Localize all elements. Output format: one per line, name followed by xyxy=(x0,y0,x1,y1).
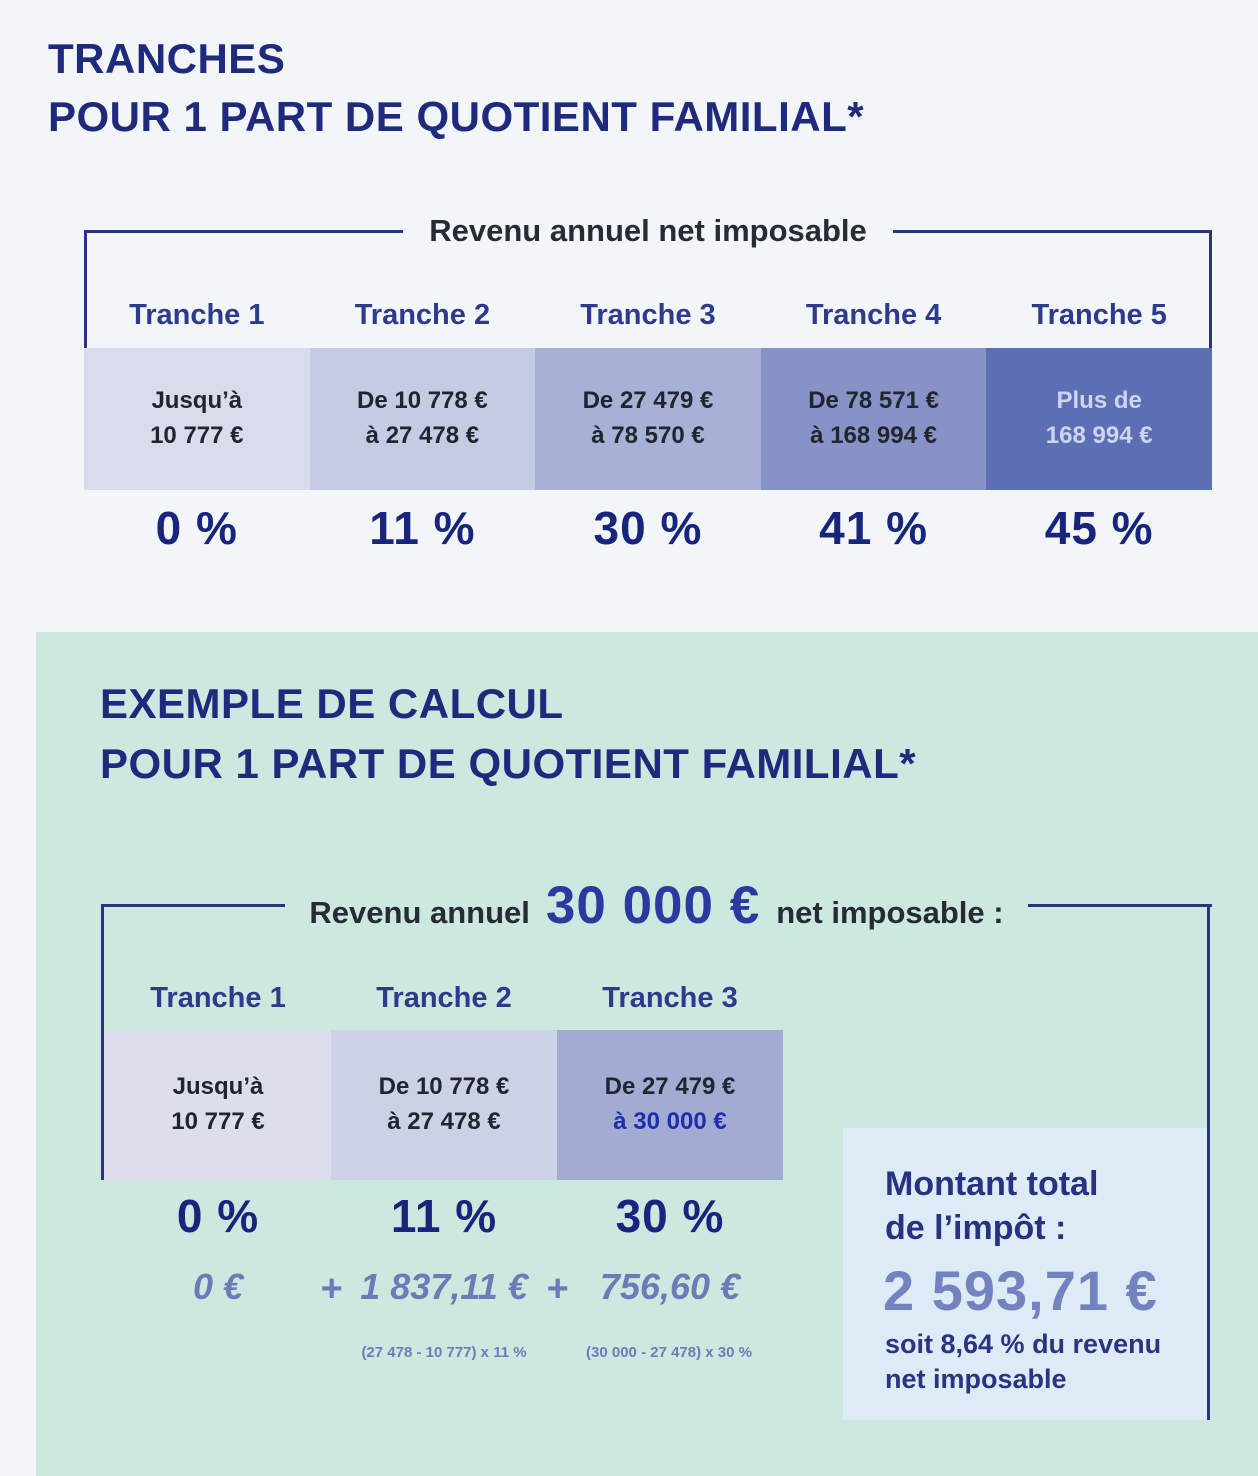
amounts-row xyxy=(105,1266,783,1308)
tranche-rate: 41 % xyxy=(819,502,928,554)
tranche-range-line2: 10 777 € xyxy=(171,1108,265,1135)
tranche-range-line1: Plus de xyxy=(1056,387,1142,415)
tranche-range-line2-highlighted: à 30 000 € xyxy=(613,1108,727,1135)
tranche-box xyxy=(105,1030,331,1180)
tranche-range-line2: à 78 570 € xyxy=(591,422,705,449)
section2-tranche-labels xyxy=(105,976,783,1020)
tranche-label: Tranche 3 xyxy=(602,981,738,1014)
section1-rates xyxy=(84,498,1212,558)
tranche-label: Tranche 2 xyxy=(354,298,491,331)
section2-title-line2: POUR 1 PART DE QUOTIENT FAMILIAL* xyxy=(100,739,917,787)
tranche-rate: 30 % xyxy=(615,1190,725,1242)
section2-bracket-right-line xyxy=(1207,905,1210,1420)
tranche-range-line2: à 27 478 € xyxy=(387,1108,501,1135)
tranche-formula: (30 000 - 27 478) x 30 % xyxy=(586,1344,752,1361)
bracket-line-left xyxy=(101,904,285,907)
tranche-label: Tranche 3 xyxy=(580,298,716,331)
section1-title xyxy=(48,30,864,146)
tranche-label: Tranche 1 xyxy=(129,298,265,331)
plus-sign: + xyxy=(545,1268,569,1310)
tranche-range-line2: 10 777 € xyxy=(150,422,244,449)
total-tax-note-line1: soit 8,64 % du revenu xyxy=(885,1329,1162,1360)
tranche-range-line1: De 10 778 € xyxy=(357,387,488,415)
section2-rates xyxy=(105,1186,783,1246)
tranche-rate: 11 % xyxy=(369,502,476,554)
section1-tranche-boxes xyxy=(84,348,1212,490)
section2-bracket-title xyxy=(309,875,1003,936)
total-tax-title-line2: de l’impôt : xyxy=(885,1209,1067,1248)
tranche-range-line1: De 27 479 € xyxy=(604,1073,736,1101)
section1-tranche-labels xyxy=(84,293,1212,337)
tranche-box xyxy=(535,348,761,490)
total-tax-note xyxy=(885,1327,1207,1397)
section1-title-line2: POUR 1 PART DE QUOTIENT FAMILIAL* xyxy=(48,92,865,140)
total-tax-note-line2: net imposable xyxy=(885,1364,1067,1395)
total-tax-amount: 2 593,71 € xyxy=(883,1259,1158,1323)
tranche-box xyxy=(557,1030,783,1180)
section2-tranche-boxes xyxy=(105,1030,783,1180)
tranche-range-line2: à 168 994 € xyxy=(810,422,937,449)
bracket-line-right xyxy=(1028,904,1212,907)
section2-bracket-left-line xyxy=(101,905,104,1180)
section1-bracket-title: Revenu annuel net imposable xyxy=(429,213,867,248)
tranche-range-line2: 168 994 € xyxy=(1045,422,1153,449)
revenu-amount: 30 000 € xyxy=(545,875,761,935)
tranche-range-line1: Jusqu’à xyxy=(151,387,243,415)
tranche-box xyxy=(761,348,987,490)
tranche-label: Tranche 5 xyxy=(1031,298,1167,331)
tranche-formula: (27 478 - 10 777) x 11 % xyxy=(361,1344,527,1361)
tranche-amount: 0 € xyxy=(192,1266,244,1307)
tranche-box xyxy=(331,1030,557,1180)
tranche-rate: 0 % xyxy=(155,502,238,554)
tranche-box xyxy=(310,348,536,490)
tranche-rate: 0 % xyxy=(176,1190,260,1242)
revenu-annuel-label: Revenu annuel xyxy=(309,894,530,930)
tranche-range-line2: à 27 478 € xyxy=(365,422,480,449)
section2-title-line1-bold: EXEMPLE xyxy=(100,680,305,727)
tranche-label: Tranche 1 xyxy=(150,981,286,1014)
section1-title-line1: TRANCHES xyxy=(48,35,286,82)
tranche-range-line1: De 78 571 € xyxy=(808,387,939,415)
tranche-rate: 30 % xyxy=(593,502,703,554)
tranche-label: Tranche 2 xyxy=(376,981,512,1014)
tranche-amount: 756,60 € xyxy=(599,1266,741,1307)
tranche-label: Tranche 4 xyxy=(805,298,942,331)
section2-title xyxy=(100,674,916,793)
tranche-rate: 11 % xyxy=(390,1190,498,1242)
section2-bracket-header xyxy=(101,872,1212,938)
tranche-range-line1: De 27 479 € xyxy=(582,387,714,415)
tranche-box xyxy=(84,348,310,490)
tranche-range-line1: Jusqu’à xyxy=(172,1073,264,1101)
tranche-range-line1: De 10 778 € xyxy=(378,1073,510,1101)
section2-title-line1-rest: DE CALCUL xyxy=(304,680,564,727)
total-tax-title-line1: Montant total xyxy=(885,1165,1099,1203)
net-imposable-label: net imposable : xyxy=(776,894,1004,930)
plus-sign: + xyxy=(319,1268,343,1310)
section2-calculation-row xyxy=(105,1266,783,1376)
total-tax-title xyxy=(885,1162,1207,1250)
tranche-amount: 1 837,11 € xyxy=(360,1266,528,1307)
tranche-rate: 45 % xyxy=(1044,502,1154,554)
total-tax-box xyxy=(843,1128,1207,1420)
tranche-box xyxy=(986,348,1212,490)
